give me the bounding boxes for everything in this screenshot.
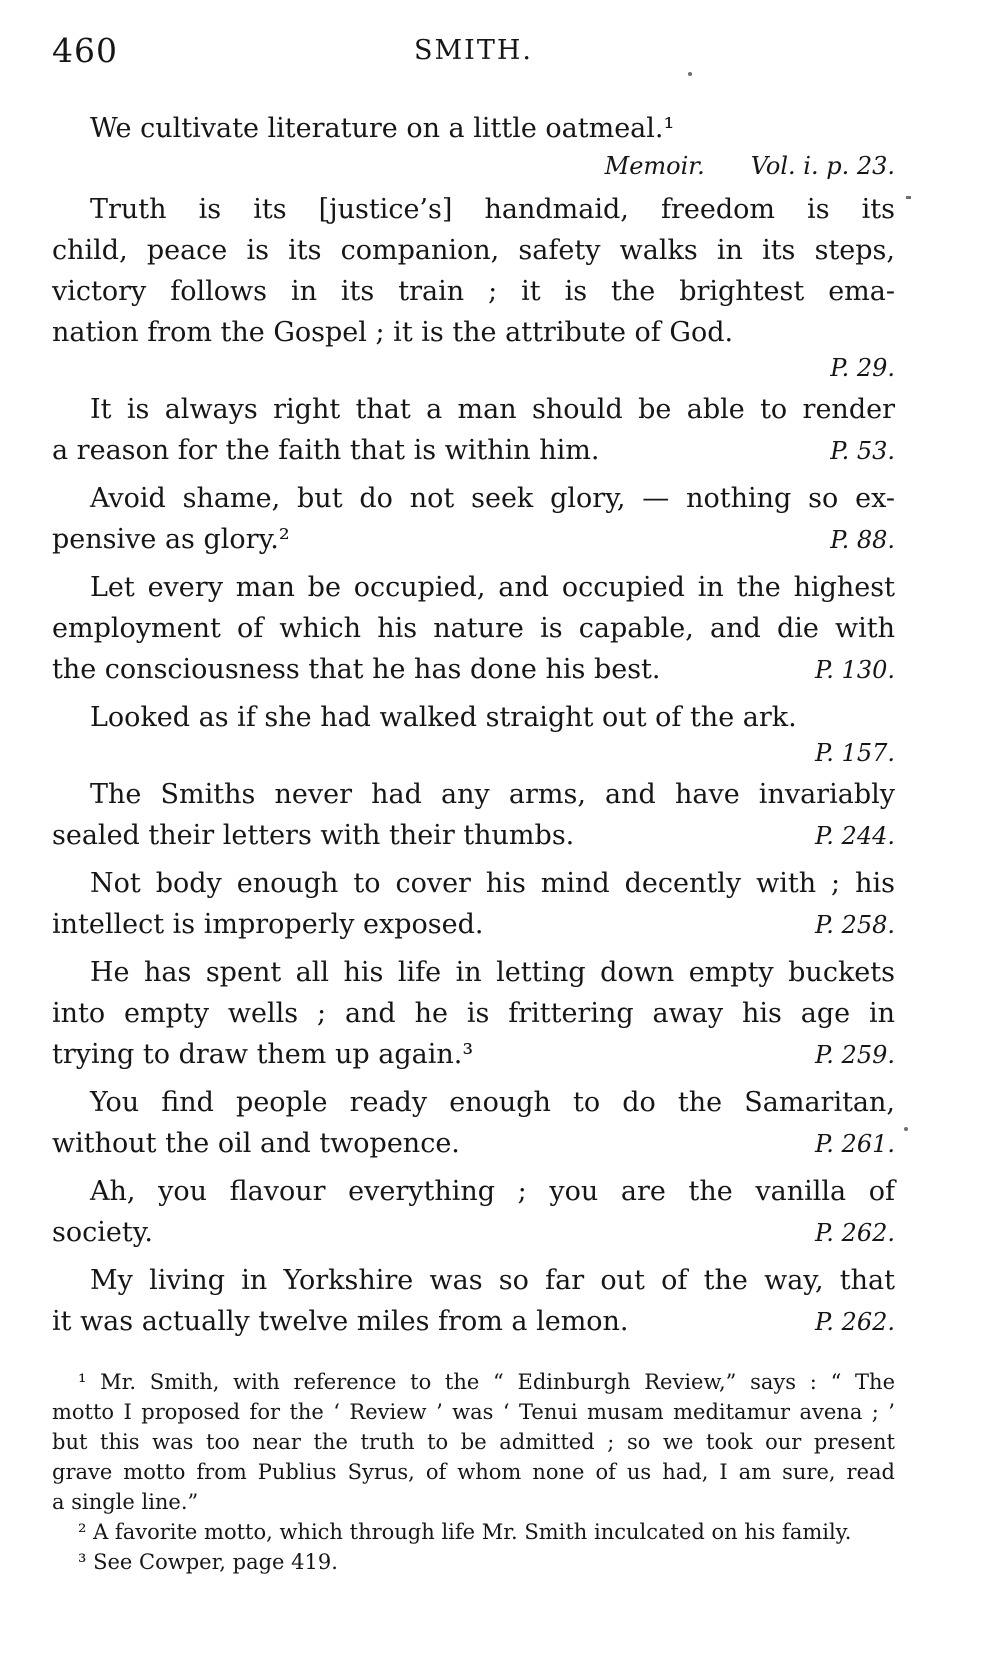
quote-line: trying to draw them up again.³ [52,1039,474,1070]
quote-line: He has spent all his life in letting down empty buckets [90,957,895,988]
scan-artifact [904,1127,908,1131]
page-ref: P. 262. [815,1308,895,1336]
quote-line: the consciousness that he has done his best. [52,654,661,685]
attribution [52,149,895,183]
footnote-line: ² A favorite motto, which through life Mr. Smith inculcated on his family. [78,1520,852,1544]
quote-line: society. [52,1217,153,1248]
quotation [52,1260,895,1343]
attribution-source: Memoir. [604,152,705,180]
quote-line: Ah, you flavour everything ; you are the vanilla of [90,1176,895,1207]
quote-line: sealed their letters with their thumbs. [52,820,575,851]
quote-last-line [52,649,895,691]
footnotes-section [52,1367,895,1577]
quote-line: You find people ready enough to do the Samaritan, [90,1087,895,1118]
quote-last-line [52,1301,895,1343]
quote-line: pensive as glory.² [52,524,290,555]
page-ref: P. 244. [815,822,895,850]
attribution-loc: Vol. i. p. 23. [750,152,895,180]
quote-line: nation from the Gospel ; it is the attribute of God. [52,317,734,348]
quote-line: victory follows in its train ; it is the brightest ema- [52,276,895,307]
quote-last-line [52,815,895,857]
quote-line: a reason for the faith that is within him. [52,435,600,466]
quote-line: The Smiths never had any arms, and have invariably [90,779,895,810]
running-title: SMITH. [414,35,533,66]
footnote-line: grave motto from Publius Syrus, of whom none of us had, I am sure, read [52,1460,895,1484]
quotation [52,697,895,768]
footnote-line: motto I proposed for the ‘ Review ’ was ‘ Tenui musam meditamur avena ; ’ [52,1400,895,1424]
page-ref: P. 259. [815,1041,895,1069]
quotation [52,389,895,472]
quote-line: Looked as if she had walked straight out of the ark. [90,702,797,733]
footnote [52,1367,895,1517]
quote-last-line [52,1034,895,1076]
quote-last-line [52,430,895,472]
quotation [52,567,895,691]
quote-line: Let every man be occupied, and occupied in the highest [90,572,895,603]
quotation [52,1171,895,1254]
quotation [52,108,895,183]
page-header [52,28,895,74]
quote-last-line [52,904,895,946]
quote-line: Not body enough to cover his mind decently with ; his [90,868,895,899]
page-ref: P. 157. [815,739,895,767]
footnote-line: ¹ Mr. Smith, with reference to the “ Edinburgh Review,” says : “ The [78,1370,895,1394]
page-ref: P. 262. [815,1219,895,1247]
page-number: 460 [52,31,118,70]
footnote [52,1547,895,1577]
quote-line: employment of which his nature is capable, and die with [52,613,895,644]
quotation [52,1082,895,1165]
quotation [52,863,895,946]
quotation [52,189,895,383]
page-ref: P. 130. [815,656,895,684]
scan-artifact [906,196,911,199]
quotation [52,478,895,561]
footnote-line: but this was too near the truth to be admitted ; so we took our present [52,1430,895,1454]
footnote-line: a single line.” [52,1490,199,1514]
quote-line: We cultivate literature on a little oatmeal.¹ [90,113,675,144]
quote-line: intellect is improperly exposed. [52,909,484,940]
page-ref: P. 258. [815,911,895,939]
quote-last-line [52,1212,895,1254]
quote-line: My living in Yorkshire was so far out of the way, that [90,1265,895,1296]
page-ref: P. 29. [830,354,895,382]
page-ref: P. 88. [830,526,895,554]
quote-last-line [52,519,895,561]
quote-line: it was actually twelve miles from a lemon. [52,1306,629,1337]
quote-line: into empty wells ; and he is frittering away his age in [52,998,895,1029]
page-ref: P. 53. [830,437,895,465]
scan-artifact [688,72,692,76]
quote-last-line [52,1123,895,1165]
footnote [52,1517,895,1547]
page-ref: P. 261. [815,1130,895,1158]
quote-line: Avoid shame, but do not seek glory, — nothing so ex- [90,483,895,514]
footnote-line: ³ See Cowper, page 419. [78,1550,338,1574]
quote-line: child, peace is its companion, safety walks in its steps, [52,235,895,266]
quote-line: without the oil and twopence. [52,1128,460,1159]
quotation [52,774,895,857]
quote-line: Truth is its [justice’s] handmaid, freedom is its [90,194,895,225]
quotation [52,952,895,1076]
quote-line: It is always right that a man should be able to render [90,394,895,425]
